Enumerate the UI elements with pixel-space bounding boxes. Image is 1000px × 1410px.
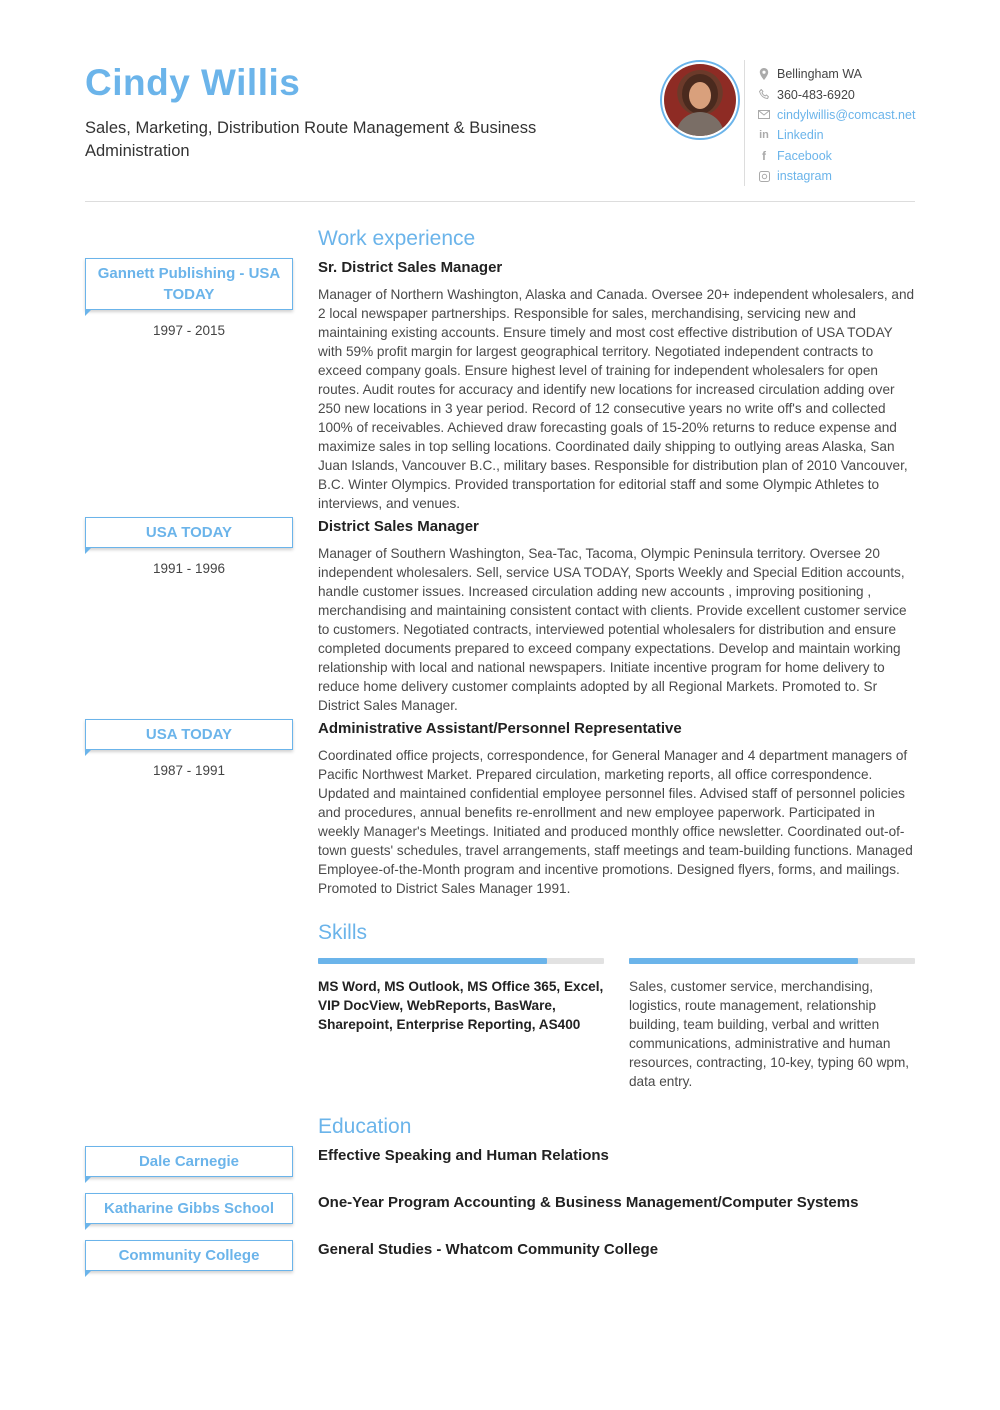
phone-icon <box>758 89 770 101</box>
education-school-tag: Dale Carnegie <box>85 1146 293 1177</box>
map-pin-icon <box>758 68 770 80</box>
work-dates: 1997 - 2015 <box>152 323 226 338</box>
education-school-tag: Katharine Gibbs School <box>85 1193 293 1224</box>
email-link[interactable]: cindylwillis@comcast.net <box>777 107 916 122</box>
header-divider <box>85 201 915 202</box>
contact-email[interactable] <box>758 105 915 125</box>
candidate-subtitle: Sales, Marketing, Distribution Route Management & Business Administration <box>85 119 537 160</box>
work-company-tag: USA TODAY <box>85 719 293 750</box>
linkedin-icon: in <box>759 129 769 142</box>
work-company-tag: USA TODAY <box>85 517 293 548</box>
skill-level-bar <box>318 958 604 964</box>
work-dates: 1987 - 1991 <box>152 763 226 778</box>
contact-facebook[interactable] <box>758 146 915 166</box>
skills-section-title: Skills <box>318 921 368 944</box>
candidate-name: Cindy Willis <box>85 62 301 103</box>
location-text: Bellingham WA <box>777 67 862 82</box>
facebook-link[interactable]: Facebook <box>777 148 832 163</box>
education-school-tag: Community College <box>85 1240 293 1271</box>
work-company-tag: Gannett Publishing - USA TODAY <box>85 258 293 310</box>
job-title: District Sales Manager <box>318 518 479 535</box>
profile-photo <box>660 60 740 140</box>
contact-location <box>758 64 915 84</box>
education-program: One-Year Program Accounting & Business Management/Computer Systems <box>318 1194 859 1211</box>
job-description: Coordinated office projects, correspondence, for General Manager and 4 department managers of Pacific Northwest Market. Prepared circulation, marketing reports, all office correspondence. Updated and maintained confidential employee personnel files. Advised staff of personnel policies and procedures, annual benefits re-enrollment and new employee paperwork. Participated in weekly Manager's Meetings. Initiated and produced monthly office newsletter. Coordinated out-of-town guests' schedules, travel arrangements, staff meetings and team-building functions. Managed Employee-of-the-Month program and incentive promotions. Designed flyers, forms, and mailings. Promoted to District Sales Manager 1991. <box>318 748 913 896</box>
skill-text: MS Word, MS Outlook, MS Office 365, Excel, VIP DocView, WebReports, BasWare, Sharepoint, Enterprise Reporting, AS400 <box>318 979 604 1032</box>
job-title: Sr. District Sales Manager <box>318 259 503 276</box>
contact-list <box>758 64 915 186</box>
work-dates: 1991 - 1996 <box>152 561 226 576</box>
linkedin-link[interactable]: Linkedin <box>777 128 824 143</box>
skill-text: Sales, customer service, merchandising, logistics, route management, relationship building, team building, verbal and written communications, administrative and human resources, contracting, 10-key, typing 60 wpm, data entry. <box>629 979 910 1089</box>
education-section-title: Education <box>318 1115 412 1138</box>
skill-level-bar <box>629 958 915 964</box>
contact-phone <box>758 84 915 104</box>
contact-linkedin[interactable] <box>758 125 915 145</box>
instagram-icon <box>758 170 770 182</box>
job-title: Administrative Assistant/Personnel Representative <box>318 720 682 737</box>
contact-divider <box>744 60 745 186</box>
job-description: Manager of Southern Washington, Sea-Tac, Tacoma, Olympic Peninsula territory. Oversee 20 independent wholesalers. Sell, service USA TODAY, Sports Weekly and Special Edition accounts, handle customer issues. Increased circulation adding new accounts , improving positioning , merchandising and maintaining consistent contact with clients. Provide excellent customer service to customers. Negotiated contracts, interviewed potential wholesalers for distribution and ensure completed documents prepared to exceed company expectations. Develop and maintain working relationship with local and national newspapers. Initiate incentive program for home delivery to reduce home delivery customer complaints adopted by all Regional Markets. Promoted to. Sr District Sales Manager. <box>318 546 907 713</box>
skill-level-fill <box>318 958 547 964</box>
work-section-title: Work experience <box>318 227 476 250</box>
education-program: Effective Speaking and Human Relations <box>318 1147 609 1164</box>
instagram-link[interactable]: instagram <box>777 169 832 184</box>
education-program: General Studies - Whatcom Community College <box>318 1241 659 1258</box>
job-description: Manager of Northern Washington, Alaska and Canada. Oversee 20+ independent wholesalers, and 2 local newspaper partnerships. Responsible for sales, merchandising, servicing new and maintaining existing accounts. Ensure timely and most cost effective distribution of USA TODAY with 59% profit margin for largest geographical territory. Negotiated independent contracts to exceed company goals. Ensure highest level of training for independent wholesalers for open routes. Audit routes for accuracy and identify new locations for increased circulation adding over 250 new locations in 3 year period. Record of 12 consecutive years no write off's and collected 100% of receivables. Achieved draw forecasting goals of 15-20% returns to reduce expense and maximize sales in top selling locations. Coordinated daily shipping to outlying areas Alaska, San Juan Islands, Vancouver B.C., military bases. Responsible for distribution plan of 2010 Vancouver, B.C. Winter Olympics. Provided transportation for editorial staff and some Olympic Athletes to interviews, and venues. <box>318 287 915 511</box>
contact-instagram[interactable] <box>758 166 915 186</box>
email-icon <box>758 109 770 121</box>
phone-text: 360-483-6920 <box>777 87 855 102</box>
skill-level-fill <box>629 958 858 964</box>
facebook-icon: f <box>762 148 766 163</box>
